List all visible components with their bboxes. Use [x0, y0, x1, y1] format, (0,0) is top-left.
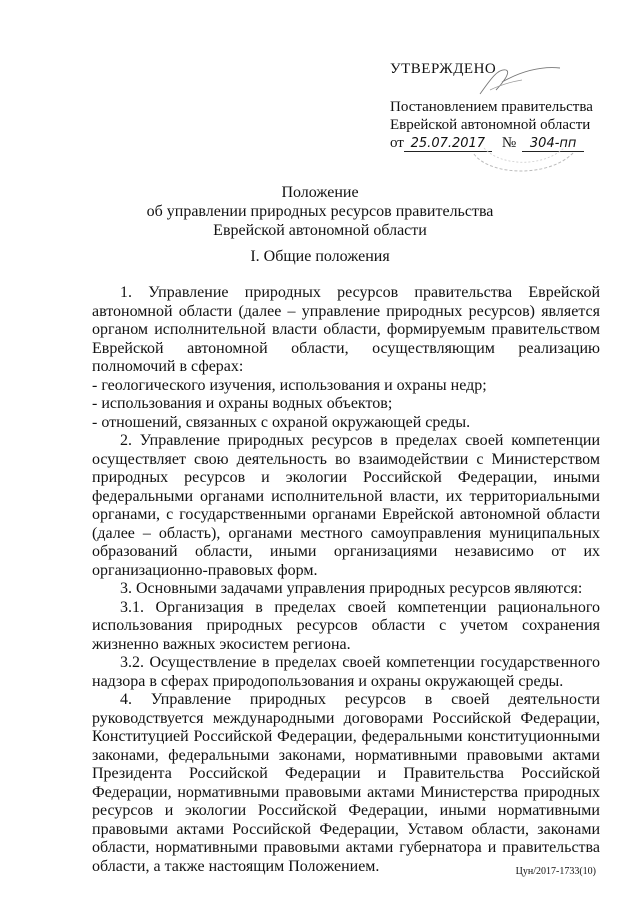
section-heading: I. Общие положения: [250, 248, 390, 265]
title-line-3: Еврейской автономной области: [213, 222, 427, 239]
resolution-reference: [390, 134, 600, 152]
document-body: [92, 284, 600, 876]
resolution-line-2: Еврейской автономной области: [390, 117, 591, 133]
bullet-1: - геологического изучения, использования и охраны недр;: [92, 376, 487, 394]
paragraph-3: 3. Основными задачами управления природных ресурсов являются:: [120, 580, 583, 597]
bullet-3: - отношений, связанных с охраной окружающей среды.: [92, 413, 471, 431]
title-line-2: об управлении природных ресурсов правительства: [146, 203, 494, 220]
from-prefix: от: [390, 135, 404, 151]
bullet-2: - использования и охраны водных объектов;: [92, 395, 393, 412]
document-title: [0, 183, 640, 240]
paragraph-3-1: 3.1. Организация в пределах своей компетенции рационального использования природных ресурсов области с учетом сохранения жизненно важных экосистем региона.: [92, 598, 600, 653]
approval-block: [390, 60, 600, 152]
paragraph-1: 1. Управление природных ресурсов правительства Еврейской автономной области (далее – управление природных ресурсов) является органом исполнительной власти области, формируемым правительством Еврейской автономной области, осуществляющим реализацию полномочий в сферах:: [92, 284, 600, 375]
paragraph-3-2: 3.2. Осуществление в пределах своей компетенции государственного надзора в сферах природопользования и охраны окружающей среды.: [92, 654, 600, 690]
paragraph-4: 4. Управление природных ресурсов в своей деятельности руководствуется международными договорами Российской Федерации, Конституцией Российской Федерации, федеральными конституционными законами, федеральными законами, нормативными правовыми актами Президента Российской Федерации и Правительства Российской Федерации, нормативными правовыми актами Министерства природных ресурсов и экологии Российской Федерации, иными нормативными правовыми актами Российской Федерации, Уставом области, законами области, нормативными правовыми актами губернатора и правительства области, а также настоящим Положением.: [92, 691, 600, 875]
approved-label: УТВЕРЖДЕНО: [390, 61, 497, 77]
handwritten-number: 304-пп: [522, 137, 584, 152]
document-code: Цун/2017-1733(10): [515, 866, 596, 877]
title-line-1: Положение: [281, 184, 359, 201]
resolution-line-1: Постановлением правительства: [390, 99, 593, 115]
number-sign: №: [501, 135, 517, 151]
paragraph-2: 2. Управление природных ресурсов в пределах своей компетенции осуществляет свою деятельность во взаимодействии с Министерством природных ресурсов и экологии Российской Федерации, иными федеральными органами исполнительной власти, их территориальными органами, с государственными органами Еврейской автономной области (далее – область), органами местного самоуправления муниципальных образований области, иными организациями независимо от их организационно-правовых форм.: [92, 432, 600, 579]
handwritten-date: 25.07.2017: [404, 137, 492, 152]
